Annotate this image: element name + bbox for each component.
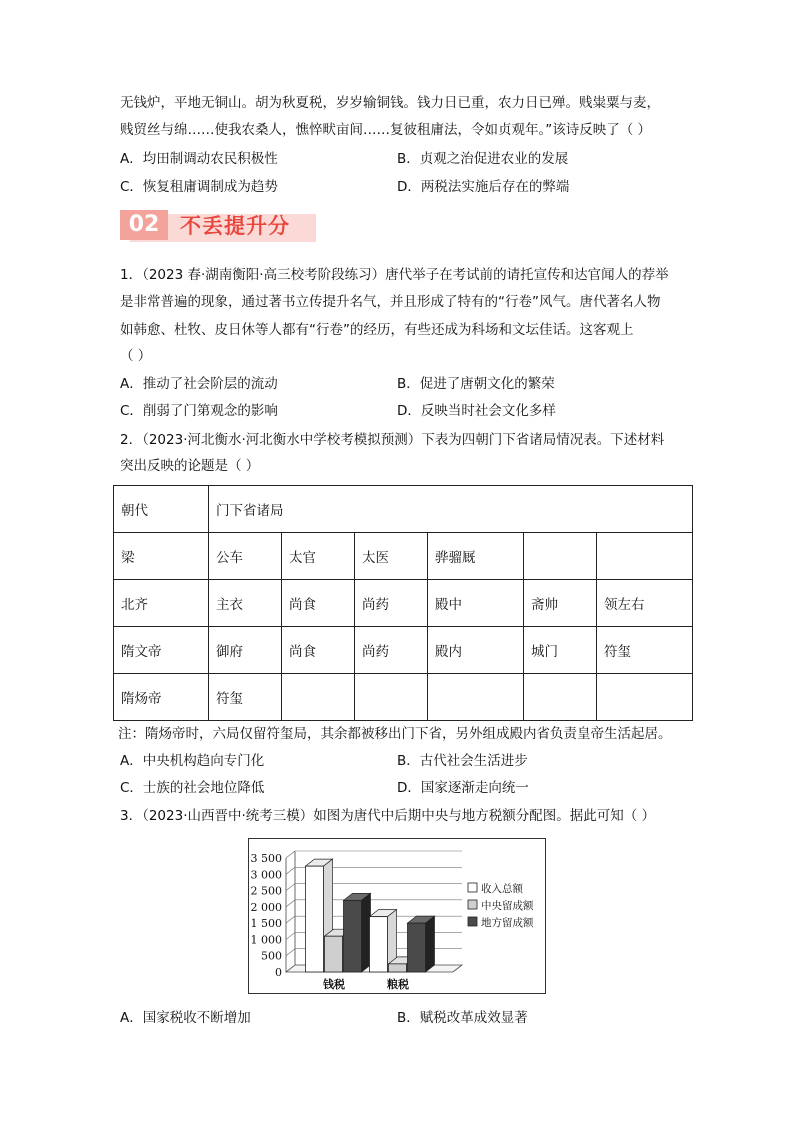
q2-line-1: 2．（2023·河北衡水·河北衡水中学校考模拟预测）下表为四朝门下省诸局情况表。下述材料 xyxy=(120,432,665,448)
table-cell xyxy=(355,674,428,721)
q1-line-3: 如韩愈、杜牧、皮日休等人都有“行卷”的经历，有些还成为科场和文坛佳话。这客观上 xyxy=(120,322,634,338)
intro-line-1: 无钱炉，平地无铜山。胡为秋夏税，岁岁输铜钱。钱力日已重，农力日已殚。贱粜粟与麦， xyxy=(120,95,660,111)
table-cell: 领左右 xyxy=(597,580,693,627)
q2-option-a[interactable]: A．中央机构趋向专门化 xyxy=(120,753,265,769)
legend-label: 收入总额 xyxy=(481,883,523,895)
legend-swatch xyxy=(468,883,477,892)
table-header-cell: 朝代 xyxy=(114,486,209,533)
intro-option-a[interactable]: A．均田制调动农民积极性 xyxy=(120,151,278,167)
table-row xyxy=(114,533,693,580)
y-tick-label: 3 500 xyxy=(250,852,282,865)
table-row xyxy=(114,674,693,721)
intro-line-2: 贱贸丝与绵……使我农桑人，憔悴畎亩间……复彼租庸法，令如贞观年。”该诗反映了（ ） xyxy=(120,122,652,138)
q1-option-c[interactable]: C．削弱了门第观念的影响 xyxy=(120,403,278,419)
q1-line-1: 1．（2023 春·湖南衡阳·高三校考阶段练习）唐代举子在考试前的请托宣传和达官闻人的荐举 xyxy=(120,267,669,283)
bar xyxy=(325,936,343,972)
y-tick-label: 1 000 xyxy=(250,933,282,947)
q1-option-b[interactable]: B．促进了唐朝文化的繁荣 xyxy=(397,376,555,392)
intro-option-c[interactable]: C．恢复租庸调制成为趋势 xyxy=(120,179,278,195)
tax-allocation-chart xyxy=(248,838,546,994)
table-cell: 北齐 xyxy=(114,580,209,627)
table-header-cell: 门下省诸局 xyxy=(209,486,693,533)
table-cell: 太官 xyxy=(282,533,355,580)
table-cell xyxy=(597,674,693,721)
section-number: 02 xyxy=(120,210,168,240)
y-tick-label: 500 xyxy=(261,949,282,963)
table-row xyxy=(114,580,693,627)
q1-line-4: （ ） xyxy=(120,348,152,364)
table-cell: 城门 xyxy=(524,627,597,674)
q2-option-d[interactable]: D．国家逐渐走向统一 xyxy=(397,780,529,796)
table-row xyxy=(114,627,693,674)
q3-line-1: 3．（2023·山西晋中·统考三模）如图为唐代中后期中央与地方税额分配图。据此可知（ ） xyxy=(120,808,656,824)
y-tick-label: 2 500 xyxy=(250,884,282,898)
table-cell: 符玺 xyxy=(209,674,282,721)
bar xyxy=(344,900,362,972)
table-cell: 梁 xyxy=(114,533,209,580)
q3-option-b[interactable]: B．赋税改革成效显著 xyxy=(397,1010,528,1026)
bureau-table xyxy=(113,485,693,721)
bar xyxy=(306,866,324,972)
table-cell: 骅骝厩 xyxy=(428,533,524,580)
table-cell: 太医 xyxy=(355,533,428,580)
table-cell: 尚食 xyxy=(282,580,355,627)
legend-label: 地方留成额 xyxy=(481,917,534,929)
table-cell xyxy=(282,674,355,721)
q3-option-a[interactable]: A．国家税收不断增加 xyxy=(120,1010,251,1026)
table-cell: 隋炀帝 xyxy=(114,674,209,721)
y-tick-label: 0 xyxy=(275,966,282,979)
table-cell: 公车 xyxy=(209,533,282,580)
bar-side xyxy=(426,916,435,972)
table-cell xyxy=(597,533,693,580)
table-cell: 斋帅 xyxy=(524,580,597,627)
table-cell: 尚药 xyxy=(355,627,428,674)
section-banner xyxy=(120,210,316,242)
table-cell: 尚食 xyxy=(282,627,355,674)
intro-option-d[interactable]: D．两税法实施后存在的弊端 xyxy=(397,179,570,195)
bar xyxy=(370,917,388,972)
y-tick-label: 1 500 xyxy=(250,917,282,931)
q1-option-a[interactable]: A．推动了社会阶层的流动 xyxy=(120,376,278,392)
table-cell: 御府 xyxy=(209,627,282,674)
q2-line-2: 突出反映的论题是（ ） xyxy=(120,458,260,474)
x-tick-label: 粮税 xyxy=(387,978,409,991)
legend-label: 中央留成额 xyxy=(481,900,534,912)
intro-option-b[interactable]: B．贞观之治促进农业的发展 xyxy=(397,151,569,167)
table-cell: 殿中 xyxy=(428,580,524,627)
table-cell: 殿内 xyxy=(428,627,524,674)
legend-swatch xyxy=(468,900,477,909)
section-title: 不丢提升分 xyxy=(180,214,290,238)
table-header-row xyxy=(114,486,693,533)
table-cell: 符玺 xyxy=(597,627,693,674)
q2-option-b[interactable]: B．古代社会生活进步 xyxy=(397,753,528,769)
x-tick-label: 钱税 xyxy=(323,978,345,991)
legend-swatch xyxy=(468,917,477,926)
q1-line-2: 是非常普遍的现象，通过著书立传提升名气，并且形成了特有的“行卷”风气。唐代著名人物 xyxy=(120,294,661,310)
q2-option-c[interactable]: C．士族的社会地位降低 xyxy=(120,780,265,796)
y-tick-label: 3 000 xyxy=(250,868,282,882)
table-cell xyxy=(428,674,524,721)
q2-table-note: 注：隋炀帝时，六局仅留符玺局，其余都被移出门下省，另外组成殿内省负责皇帝生活起居。 xyxy=(118,726,672,742)
bar xyxy=(408,923,426,972)
q1-option-d[interactable]: D．反映当时社会文化多样 xyxy=(397,403,556,419)
bar xyxy=(389,964,407,972)
table-cell: 主衣 xyxy=(209,580,282,627)
table-cell xyxy=(524,533,597,580)
table-cell: 隋文帝 xyxy=(114,627,209,674)
y-tick-label: 2 000 xyxy=(250,900,282,914)
table-cell: 尚药 xyxy=(355,580,428,627)
table-cell xyxy=(524,674,597,721)
